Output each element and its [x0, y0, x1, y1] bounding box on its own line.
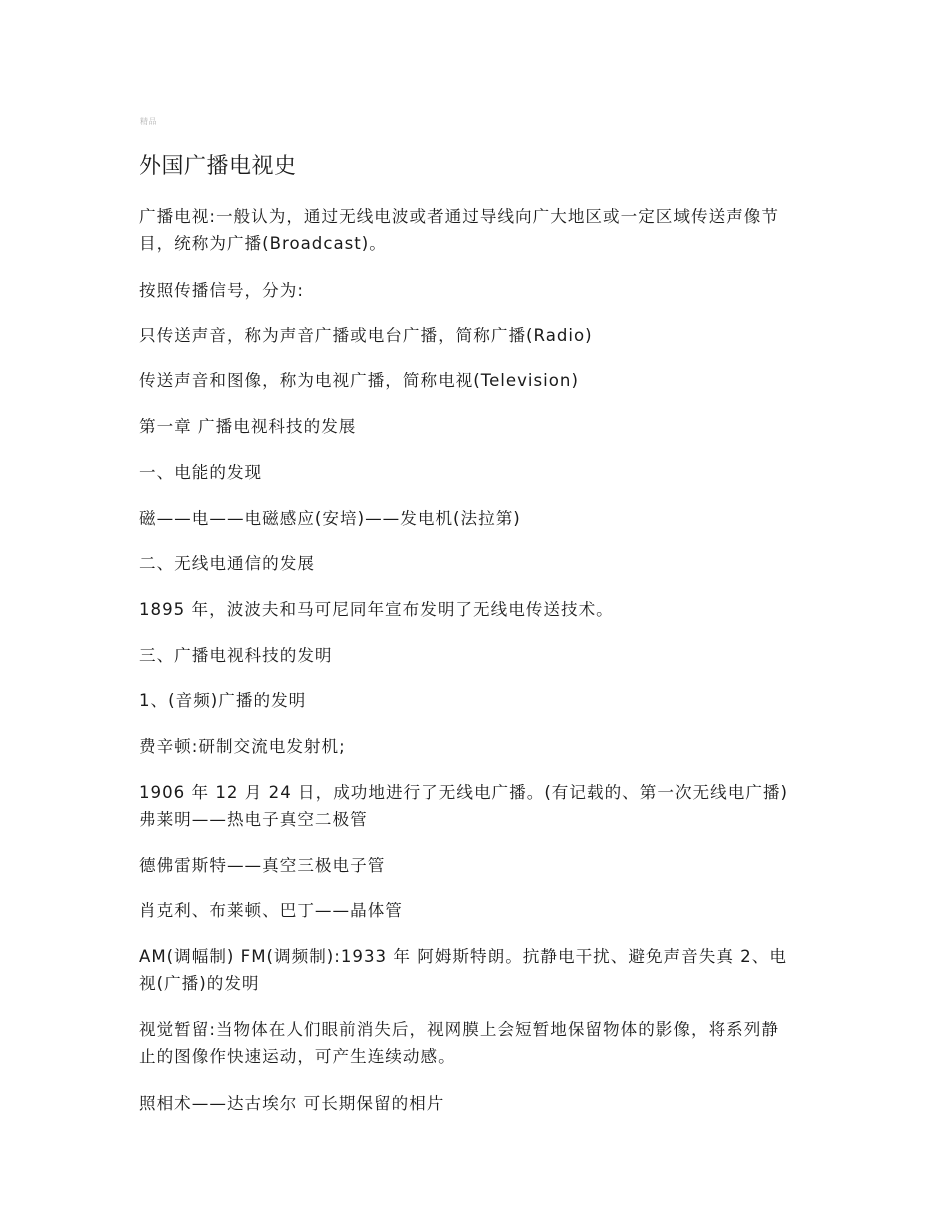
- section-heading-electricity: [139, 459, 814, 486]
- text-line: 按照传播信号，分为:: [139, 281, 304, 300]
- text-line: 1、(音频)广播的发明: [139, 691, 307, 710]
- subsection-heading-audio: [139, 687, 814, 714]
- chapter-heading: [139, 413, 814, 440]
- paragraph-signal-classification: [139, 277, 814, 304]
- text-line: 第一章 广播电视科技的发展: [139, 417, 357, 436]
- text-line: 一、电能的发现: [139, 463, 263, 482]
- text-line: 1895 年，波波夫和马可尼同年宣布发明了无线电传送技术。: [139, 600, 614, 619]
- paragraph-broadcast-definition: [139, 203, 814, 257]
- text-line: 三、广播电视科技的发明: [139, 646, 333, 665]
- header-watermark: 精品: [140, 117, 157, 126]
- section-heading-wireless: [139, 550, 814, 577]
- paragraph-persistence-of-vision: [139, 1016, 814, 1070]
- text-line: 只传送声音，称为声音广播或电台广播，简称广播(Radio): [139, 326, 593, 345]
- text-line: 视觉暂留:当物体在人们眼前消失后，视网膜上会短暂地保留物体的影像，将系列静: [139, 1020, 779, 1039]
- paragraph-1906: [139, 779, 814, 833]
- paragraph-photography: [139, 1090, 814, 1117]
- text-line: 传送声音和图像，称为电视广播，简称电视(Television): [139, 371, 579, 390]
- paragraph-electromagnetism: [139, 505, 814, 532]
- paragraph-1895: [139, 596, 814, 623]
- text-line: 止的图像作快速运动，可产生连续动感。: [139, 1047, 456, 1066]
- text-line: 视(广播)的发明: [139, 974, 260, 993]
- text-line: 目，统称为广播(Broadcast)。: [139, 234, 387, 253]
- text-line: 弗莱明——热电子真空二极管: [139, 810, 368, 829]
- text-line: 费辛顿:研制交流电发射机;: [139, 737, 346, 756]
- text-line: 德佛雷斯特——真空三极电子管: [139, 856, 386, 875]
- text-line: 1906 年 12 月 24 日，成功地进行了无线电广播。(有记载的、第一次无线电广播): [139, 783, 788, 802]
- document-title: 外国广播电视史: [139, 154, 297, 179]
- paragraph-television-definition: [139, 367, 814, 394]
- text-line: 照相术——达古埃尔 可长期保留的相片: [139, 1094, 445, 1113]
- text-line: 广播电视:一般认为，通过无线电波或者通过导线向广大地区或一定区域传送声像节: [139, 207, 779, 226]
- paragraph-de-forest: [139, 852, 814, 879]
- paragraph-radio-definition: [139, 322, 814, 349]
- text-line: 二、无线电通信的发展: [139, 554, 315, 573]
- paragraph-transistor: [139, 897, 814, 924]
- text-line: 磁——电——电磁感应(安培)——发电机(法拉第): [139, 509, 521, 528]
- text-line: AM(调幅制) FM(调频制):1933 年 阿姆斯特朗。抗静电干扰、避免声音失真 2、电: [139, 947, 787, 966]
- paragraph-am-fm: [139, 943, 814, 997]
- text-line: 肖克利、布莱顿、巴丁——晶体管: [139, 901, 403, 920]
- paragraph-fessenden: [139, 733, 814, 760]
- section-heading-invention: [139, 642, 814, 669]
